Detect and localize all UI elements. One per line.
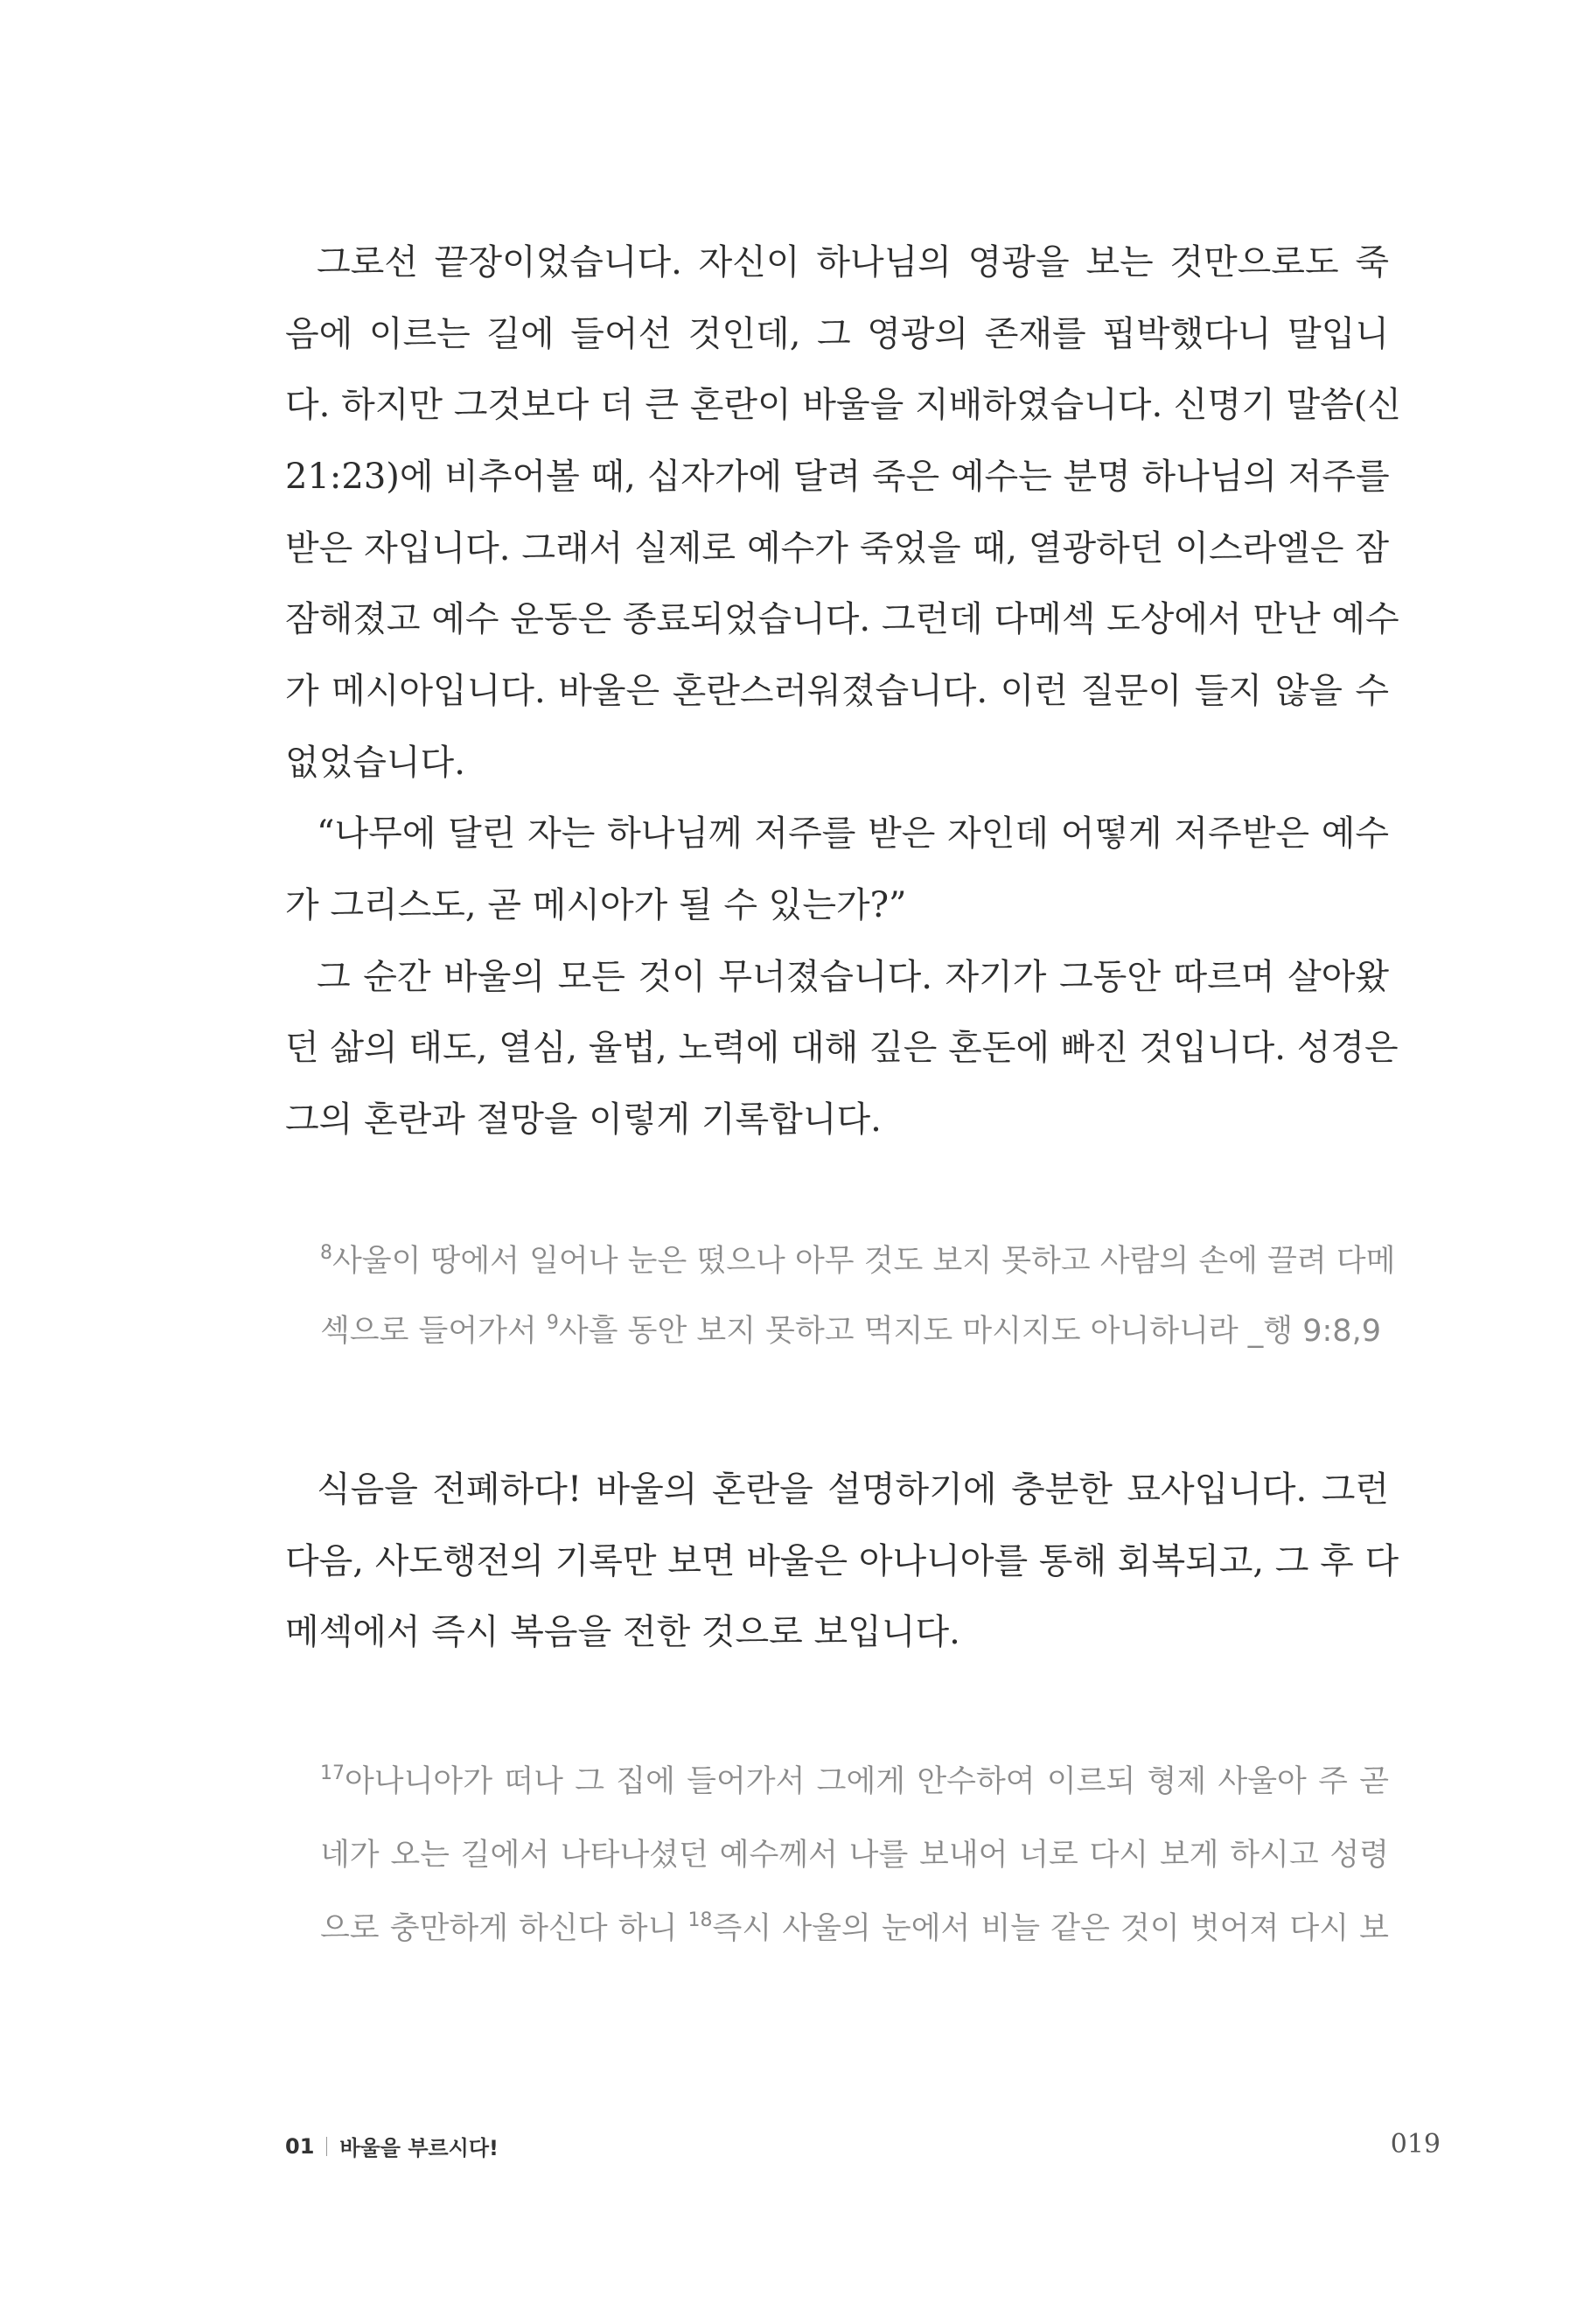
chapter-number: 01 [285, 2133, 315, 2159]
scripture-quote-line: 으로 충만하게 하신다 하니 $^{18}$즉시 사울의 눈에서 비늘 같은 것이 벗어져 다시 보 [320, 1909, 1389, 1946]
running-footer [285, 2131, 499, 2161]
footer-divider [326, 2137, 327, 2156]
paragraph-line: “나무에 달린 자는 하나님께 저주를 받은 자인데 어떻게 저주받은 예수 [317, 813, 1389, 854]
paragraph-line: 다음, 사도행전의 기록만 보면 바울은 아나니아를 통해 회복되고, 그 후 다 [285, 1541, 1399, 1581]
paragraph-line: 그로선 끝장이었습니다. 자신이 하나님의 영광을 보는 것만으로도 죽 [317, 242, 1389, 283]
verse-number: 9 [546, 1312, 559, 1334]
paragraph-line: 가 메시아입니다. 바울은 혼란스러워졌습니다. 이런 질문이 들지 않을 수 [285, 671, 1389, 711]
verse-number: 8 [320, 1242, 332, 1264]
paragraph-line: 식음을 전폐하다! 바울의 혼란을 설명하기에 충분한 묘사입니다. 그런 [317, 1469, 1389, 1510]
scripture-quote-line: $^8$사울이 땅에서 일어나 눈은 떴으나 아무 것도 보지 못하고 사람의 손에 끌려 다메 [320, 1242, 1396, 1279]
scripture-quote-line: 섹으로 들어가서 $^9$사흘 동안 보지 못하고 먹지도 마시지도 아니하니라 _행 9:8,9 [320, 1312, 1381, 1349]
paragraph-line: 21:23)에 비추어볼 때, 십자가에 달려 죽은 예수는 분명 하나님의 저주를 [285, 457, 1390, 497]
paragraph-line: 가 그리스도, 곧 메시아가 될 수 있는가?” [285, 885, 907, 925]
paragraph-line: 음에 이르는 길에 들어선 것인데, 그 영광의 존재를 핍박했다니 말입니 [285, 314, 1389, 354]
paragraph-line: 잠해졌고 예수 운동은 종료되었습니다. 그런데 다메섹 도상에서 만난 예수 [285, 599, 1399, 639]
paragraph-line: 메섹에서 즉시 복음을 전한 것으로 보입니다. [285, 1612, 960, 1652]
paragraph-line: 없었습니다. [285, 743, 465, 783]
verse-number: 18 [687, 1909, 713, 1931]
paragraph-line: 다. 하지만 그것보다 더 큰 혼란이 바울을 지배하였습니다. 신명기 말씀(신 [285, 385, 1402, 425]
verse-number: 17 [320, 1762, 345, 1784]
scripture-quote-line: $^{17}$아나니아가 떠나 그 집에 들어가서 그에게 안수하여 이르되 형제 사울아 주 곧 [320, 1762, 1389, 1799]
paragraph-line: 그 순간 바울의 모든 것이 무너졌습니다. 자기가 그동안 따르며 살아왔 [317, 957, 1389, 997]
paragraph-line: 던 삶의 태도, 열심, 율법, 노력에 대해 깊은 혼돈에 빠진 것입니다. 성경은 [285, 1028, 1399, 1068]
page-number: 019 [1390, 2129, 1441, 2160]
scripture-quote-line: 네가 오는 길에서 나타나셨던 예수께서 나를 보내어 너로 다시 보게 하시고 성령 [320, 1838, 1389, 1873]
paragraph-line: 그의 혼란과 절망을 이렇게 기록합니다. [285, 1099, 882, 1140]
chapter-title: 바울을 부르시다! [339, 2136, 499, 2160]
paragraph-line: 받은 자입니다. 그래서 실제로 예수가 죽었을 때, 열광하던 이스라엘은 잠 [285, 528, 1389, 569]
